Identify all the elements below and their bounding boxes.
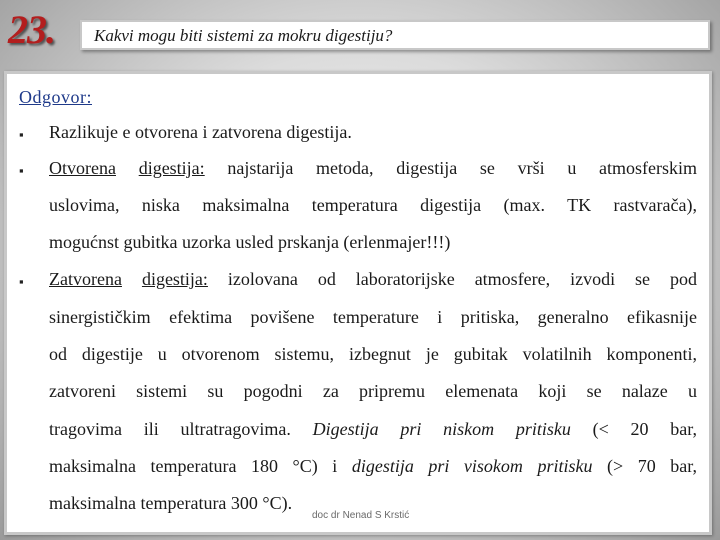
- slide-title: Kakvi mogu biti sistemi za mokru digestiju?: [94, 26, 393, 45]
- bullet-3-line-1: [49, 269, 697, 290]
- bullet-3-line-7: maksimalna temperatura 300 °C).: [49, 493, 293, 513]
- line-5-a: tragovima ili ultratragovima.: [49, 419, 313, 439]
- bullet-2-line-1-rest: najstarija metoda, digestija se vrši u atmosferskim: [204, 158, 697, 178]
- bullet-3-line-4: zatvoreni sistemi su pogodni za pripremu elemenata koji se nalaze u: [49, 381, 697, 401]
- line-6-a: maksimalna temperatura 180 °C) i: [49, 456, 352, 476]
- high-pressure-digestion: digestija pri visokom pritisku: [351, 456, 593, 476]
- bullet-3-line-1-rest: izolovana od laboratorijske atmosfere, izvodi se pod: [207, 269, 698, 289]
- bullet-2-line-1: [49, 158, 697, 179]
- term-zatvorena: Zatvorena: [49, 269, 122, 289]
- term-otvorena: Otvorena: [49, 158, 116, 178]
- bullet-1-marker: ▪: [19, 127, 24, 142]
- bullet-2-line-3: mogućnst gubitka uzorka usled prskanja (erlenmajer!!!): [49, 232, 451, 252]
- bullet-2-line-2: uslovima, niska maksimalna temperatura digestija (max. TK rastvarača),: [49, 195, 697, 215]
- bullet-2-marker: ▪: [19, 163, 24, 178]
- content-box: [4, 71, 712, 535]
- bullet-3-line-5: [49, 419, 697, 440]
- bullet-1-text: Razlikuje e otvorena i zatvorena digestija.: [49, 122, 352, 142]
- low-pressure-digestion: Digestija pri niskom pritisku: [312, 419, 571, 439]
- title-box: [80, 20, 710, 50]
- answer-heading: Odgovor:: [19, 87, 92, 107]
- bullet-3-line-3: od digestije u otvorenom sistemu, izbegnut je gubitak volatilnih komponenti,: [49, 344, 697, 364]
- term-digestija: digestija:: [138, 158, 205, 178]
- bullet-3-line-2: sinergističkim efektima povišene temperature i pritiska, generalno efikasnije: [49, 307, 697, 327]
- slide-number: 23.: [8, 7, 55, 52]
- line-5-b: (< 20 bar,: [570, 419, 697, 439]
- term-digestija-2: digestija:: [141, 269, 208, 289]
- footer-author: doc dr Nenad S Krstić: [312, 510, 410, 521]
- line-6-b: (> 70 bar,: [592, 456, 698, 476]
- bullet-3-marker: ▪: [19, 274, 24, 289]
- bullet-3-line-6: [49, 456, 697, 477]
